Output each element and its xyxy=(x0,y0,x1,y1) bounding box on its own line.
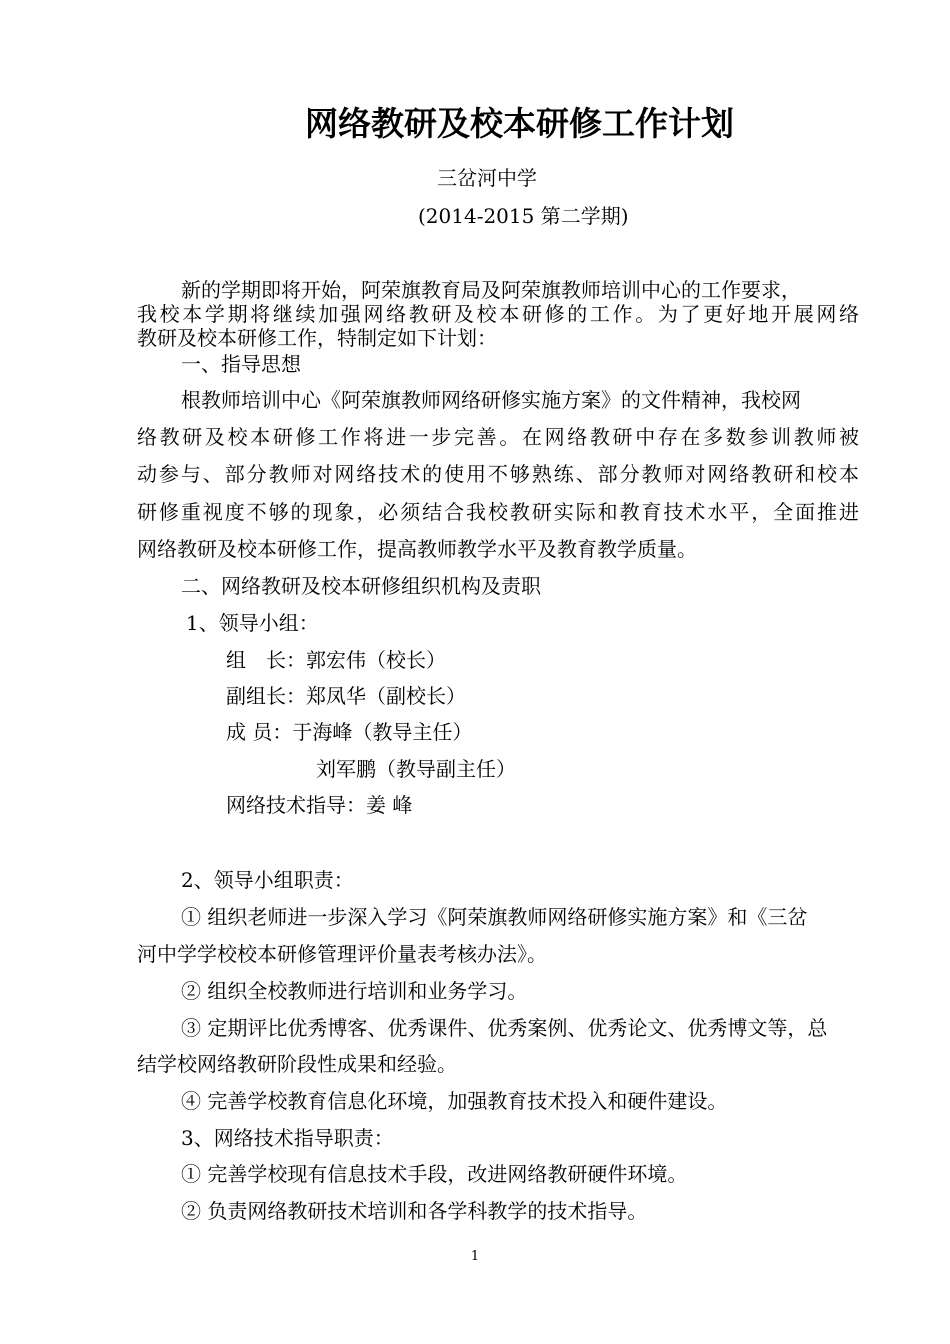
subsection-heading: 3、网络技术指导职责： xyxy=(181,1126,394,1150)
section-heading: 二、网络教研及校本研修组织机构及责职 xyxy=(181,574,541,598)
intro-line: 教研及校本研修工作，特制定如下计划： xyxy=(137,326,497,350)
body-line: 根教师培训中心《阿荣旗教师网络研修实施方案》的文件精神，我校网 xyxy=(181,388,801,412)
intro-line: 我校本学期将继续加强网络教研及校本研修的工作。为了更好地开展网络 xyxy=(137,302,859,326)
duty-line: 河中学学校校本研修管理评价量表考核办法》。 xyxy=(137,942,547,966)
intro-line: 新的学期即将开始，阿荣旗教育局及阿荣旗教师培训中心的工作要求， xyxy=(181,278,801,302)
document-title: 网络教研及校本研修工作计划 xyxy=(305,104,734,143)
leader-entry: 刘军鹏（教导副主任） xyxy=(316,757,516,781)
leader-entry: 成 员：于海峰（教导主任） xyxy=(226,720,473,744)
duty-line: ③ 定期评比优秀博客、优秀课件、优秀案例、优秀论文、优秀博文等，总 xyxy=(181,1016,828,1040)
leader-entry: 组 长：郭宏伟（校长） xyxy=(226,648,446,672)
page-number: 1 xyxy=(470,1249,480,1264)
term-label: (2014-2015 第二学期) xyxy=(418,204,629,228)
body-line: 研修重视度不够的现象，必须结合我校教研实际和教育技术水平，全面推进 xyxy=(137,500,859,524)
duty-line: ② 组织全校教师进行培训和业务学习。 xyxy=(181,979,528,1003)
school-name: 三岔河中学 xyxy=(437,166,537,190)
duty-line: 结学校网络教研阶段性成果和经验。 xyxy=(137,1052,457,1076)
duty-line: ① 组织老师进一步深入学习《阿荣旗教师网络研修实施方案》和《三岔 xyxy=(181,905,808,929)
section-heading: 一、指导思想 xyxy=(181,352,301,376)
body-line: 网络教研及校本研修工作，提高教师教学水平及教育教学质量。 xyxy=(137,537,697,561)
tech-duty-line: ② 负责网络教研技术培训和各学科教学的技术指导。 xyxy=(181,1199,648,1223)
leader-entry: 副组长：郑凤华（副校长） xyxy=(226,684,466,708)
subsection-heading: 2、领导小组职责： xyxy=(181,868,354,892)
subsection-heading: 1、领导小组： xyxy=(186,611,319,635)
body-line: 动参与、部分教师对网络技术的使用不够熟练、部分教师对网络教研和校本 xyxy=(137,462,859,486)
leader-entry: 网络技术指导：姜 峰 xyxy=(226,793,413,817)
body-line: 络教研及校本研修工作将进一步完善。在网络教研中存在多数参训教师被 xyxy=(137,425,859,449)
duty-line: ④ 完善学校教育信息化环境，加强教育技术投入和硬件建设。 xyxy=(181,1089,728,1113)
tech-duty-line: ① 完善学校现有信息技术手段，改进网络教研硬件环境。 xyxy=(181,1162,688,1186)
